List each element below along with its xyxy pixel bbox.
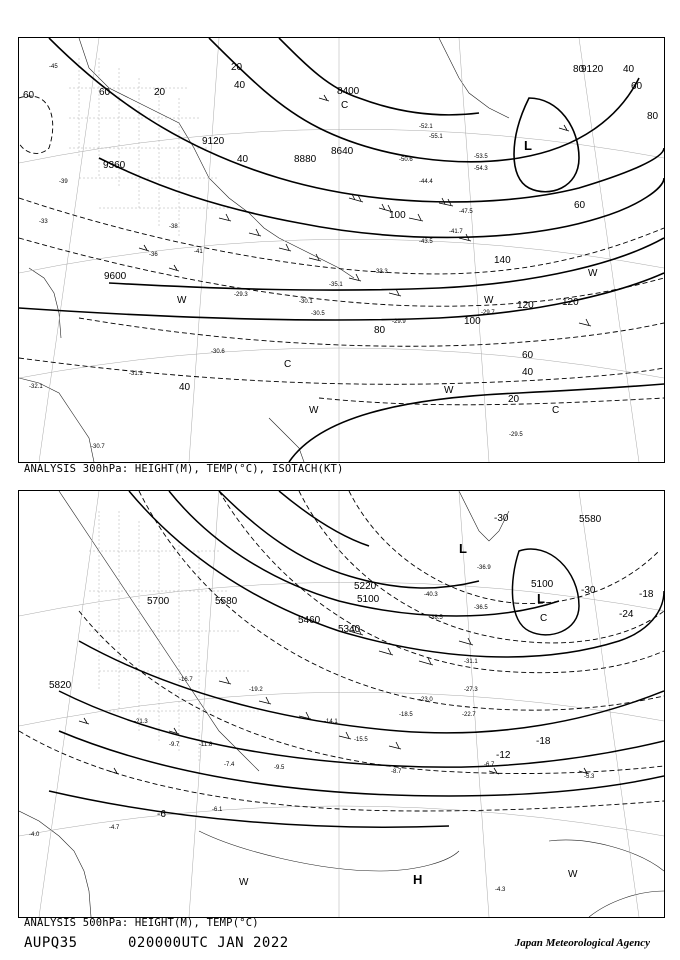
isotach-label: 40 — [522, 367, 534, 378]
temp-value: -33.3 — [374, 269, 388, 275]
temp-value: -6.1 — [212, 807, 223, 813]
chart-300hpa — [18, 37, 665, 463]
temp-contour-label: -12 — [496, 750, 511, 761]
isotach-label: 140 — [494, 255, 511, 266]
temp-value: -7.4 — [224, 762, 235, 768]
isotach-label: 100 — [389, 210, 406, 221]
temp-value: -9.5 — [274, 765, 285, 771]
temp-contour-label: -18 — [639, 589, 654, 600]
temp-value: -53.5 — [474, 154, 488, 160]
temp-value: -31.1 — [464, 659, 478, 665]
temp-value: -29.3 — [234, 292, 248, 298]
isotach-label: 60 — [522, 350, 534, 361]
temp-value: -43.5 — [419, 239, 433, 245]
isotach-label: 40 — [237, 154, 249, 165]
isotach-label: 60 — [99, 87, 111, 98]
temp-value: -23.0 — [419, 697, 433, 703]
latlon-grid-500 — [19, 491, 664, 917]
height-label: 9360 — [103, 160, 126, 171]
height-label: 9120 — [581, 64, 604, 75]
warm-marker: W — [588, 268, 598, 279]
temp-value: -32.1 — [29, 384, 43, 390]
isotach-label: 80 — [573, 64, 585, 75]
temp-contour-label: -30 — [494, 513, 509, 524]
caption-500hpa: ANALYSIS 500hPa: HEIGHT(M), TEMP(°C) — [24, 917, 259, 929]
isotach-label: 20 — [508, 394, 520, 405]
temp-value: -36.5 — [474, 605, 488, 611]
temp-value: -33 — [39, 219, 48, 225]
isotach-label: 60 — [631, 81, 643, 92]
chart-id: AUPQ35 — [24, 935, 78, 951]
agency-credit: Japan Meteorological Agency — [514, 937, 650, 949]
temp-value: -52.1 — [419, 124, 433, 130]
temp-value: -55.1 — [429, 134, 443, 140]
temp-value: -30.7 — [91, 444, 105, 450]
temp-value: -30.1 — [299, 299, 313, 305]
chart-500hpa — [18, 490, 665, 918]
isotach-label: 40 — [179, 382, 191, 393]
isotach-label: 20 — [154, 87, 166, 98]
cold-marker: C — [552, 405, 560, 416]
low-center-marker: L — [537, 591, 545, 606]
warm-marker: W — [444, 385, 454, 396]
valid-time: 020000UTC JAN 2022 — [128, 935, 289, 951]
hatching-300 — [69, 58, 229, 238]
height-label: 9600 — [104, 271, 127, 282]
map-300hpa — [19, 38, 664, 462]
temp-value: -22.7 — [462, 712, 476, 718]
temp-value: -5.3 — [584, 774, 595, 780]
temp-value: -18.5 — [399, 712, 413, 718]
height-label: 5580 — [215, 596, 238, 607]
warm-marker: W — [177, 295, 187, 306]
warm-marker: W — [309, 405, 319, 416]
temp-contour-label: -18 — [536, 736, 551, 747]
warm-marker: W — [568, 869, 578, 880]
warm-marker: W — [239, 877, 249, 888]
isotach-label: 60 — [574, 200, 586, 211]
temp-value: -40.3 — [424, 592, 438, 598]
temp-value: -14.1 — [324, 719, 338, 725]
isotach-label: 40 — [623, 64, 635, 75]
height-label: 5580 — [579, 514, 602, 525]
height-label: 5820 — [49, 680, 72, 691]
temp-value: -16.7 — [179, 677, 193, 683]
height-label: 5100 — [357, 594, 380, 605]
temp-value: -38.5 — [429, 615, 443, 621]
isotach-label: 20 — [231, 62, 243, 73]
height-label: 8640 — [331, 146, 354, 157]
height-label: 9120 — [202, 136, 225, 147]
temp-value: -31.1 — [129, 371, 143, 377]
temp-contour-label: -6 — [157, 809, 166, 820]
temp-value: -36 — [149, 252, 158, 258]
height-label: 8880 — [294, 154, 317, 165]
isotach-label: 80 — [647, 111, 659, 122]
warm-marker: W — [484, 295, 494, 306]
temp-value: -36.9 — [477, 565, 491, 571]
temp-value: -54.3 — [474, 166, 488, 172]
temp-value: -19.2 — [249, 687, 263, 693]
temp-value: -4.3 — [495, 887, 506, 893]
map-500hpa — [19, 491, 664, 917]
isotach-label: 100 — [464, 316, 481, 327]
temp-contour-label: -24 — [619, 609, 634, 620]
temp-value: -27.3 — [464, 687, 478, 693]
isotach-label: 120 — [517, 300, 534, 311]
height-contours-500 — [49, 491, 664, 827]
isotach-label: 60 — [23, 90, 35, 101]
temp-value: -30.6 — [211, 349, 225, 355]
temp-value: -38 — [169, 224, 178, 230]
temp-value: -8.7 — [391, 769, 402, 775]
coastline-300 — [19, 38, 509, 462]
temp-value: -39 — [59, 179, 68, 185]
temp-value: -50.6 — [399, 157, 413, 163]
height-label: 5340 — [338, 624, 361, 635]
isotach-contours-300 — [19, 96, 664, 405]
height-label: 5220 — [354, 581, 377, 592]
cold-marker: C — [284, 359, 292, 370]
coastline-500 — [19, 491, 664, 917]
temp-value: -41 — [194, 249, 203, 255]
temp-value: -29.9 — [392, 319, 406, 325]
wind-barbs-500 — [79, 627, 589, 774]
low-center-marker: L — [459, 541, 467, 556]
isotach-label: 40 — [234, 80, 246, 91]
temp-contour-label: -30 — [581, 585, 596, 596]
isotach-label: 80 — [374, 325, 386, 336]
temp-value: -47.5 — [459, 209, 473, 215]
temp-value: -11.8 — [199, 742, 213, 748]
caption-300hpa: ANALYSIS 300hPa: HEIGHT(M), TEMP(°C), ISOTACH(KT) — [24, 463, 344, 475]
temp-value: -45 — [49, 64, 58, 70]
temp-value: -30.5 — [311, 311, 325, 317]
temp-value: -29.5 — [509, 432, 523, 438]
temp-value: -9.7 — [169, 742, 180, 748]
height-label: 5100 — [531, 579, 554, 590]
temp-value: -6.7 — [484, 762, 495, 768]
cold-marker: C — [341, 100, 349, 111]
height-label: 8400 — [337, 86, 360, 97]
isotach-label: 120 — [562, 297, 579, 308]
high-center-marker: H — [413, 872, 423, 887]
temp-value: -21.3 — [134, 719, 148, 725]
temp-value: -41.7 — [449, 229, 463, 235]
cold-marker: C — [540, 613, 548, 624]
temp-value: -4.7 — [109, 825, 120, 831]
low-center-marker: L — [524, 138, 532, 153]
temp-value: -35.1 — [329, 282, 343, 288]
temp-value: -15.5 — [354, 737, 368, 743]
temp-value: -29.7 — [481, 310, 495, 316]
height-label: 5460 — [298, 615, 321, 626]
temp-value: -44.4 — [419, 179, 433, 185]
temp-value: -4.0 — [29, 832, 40, 838]
height-label: 5700 — [147, 596, 170, 607]
